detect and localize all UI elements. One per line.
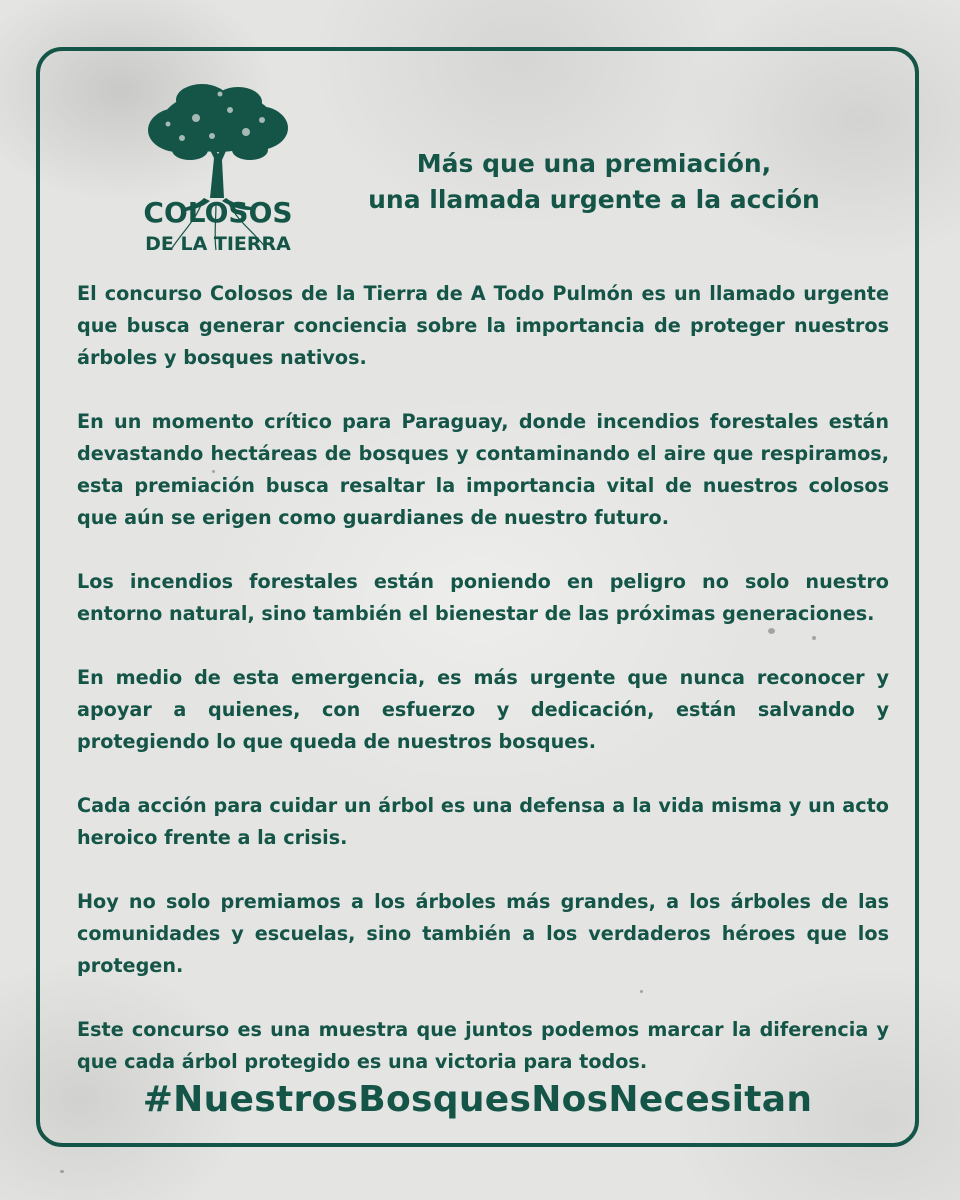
paragraph-2: En un momento crítico para Paraguay, donde incendios forestales están devastando hectáreas de bosques y contaminando el aire que respiramos, esta premiación busca resaltar la importancia vital de nuestros colosos que aún se erigen como guardianes de nuestro futuro. xyxy=(77,410,889,529)
logo-title-line2: DE LA TIERRA xyxy=(145,233,291,255)
headline-line-2: una llamada urgente a la acción xyxy=(368,185,820,214)
paragraph-6: Hoy no solo premiamos a los árboles más grandes, a los árboles de las comunidades y escuelas, sino también a los verdaderos héroes que los protegen. xyxy=(77,890,889,977)
headline xyxy=(320,146,868,218)
logo-title-line1: COLOSOS xyxy=(143,196,293,229)
logo xyxy=(138,80,298,258)
background-speck xyxy=(60,1170,64,1173)
paragraph-1: El concurso Colosos de la Tierra de A Todo Pulmón es un llamado urgente que busca generar conciencia sobre la importancia de proteger nuestros árboles y bosques nativos. xyxy=(77,282,889,369)
paragraph-7: Este concurso es una muestra que juntos podemos marcar la diferencia y que cada árbol protegido es una victoria para todos. xyxy=(77,1018,889,1073)
body-text xyxy=(77,278,889,1110)
paragraph-5: Cada acción para cuidar un árbol es una defensa a la vida misma y un acto heroico frente a la crisis. xyxy=(77,794,889,849)
paragraph-4: En medio de esta emergencia, es más urgente que nunca reconocer y apoyar a quienes, con esfuerzo y dedicación, están salvando y protegiendo lo que queda de nuestros bosques. xyxy=(77,666,889,753)
hashtag: #NuestrosBosquesNosNecesitan xyxy=(142,1079,813,1120)
headline-line-1: Más que una premiación, xyxy=(416,149,772,178)
paragraph-3: Los incendios forestales están poniendo en peligro no solo nuestro entorno natural, sino también el bienestar de las próximas generaciones. xyxy=(77,570,889,625)
tree-icon xyxy=(138,80,298,258)
